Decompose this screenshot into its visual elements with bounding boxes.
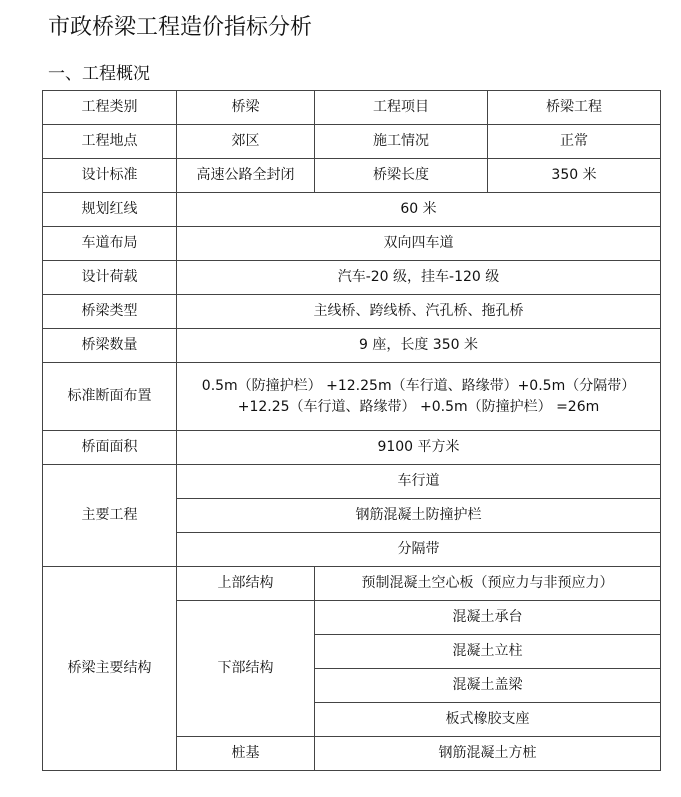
cell: 工程地点 <box>43 125 177 159</box>
row-value: 60 米 <box>177 193 661 227</box>
row-value: 双向四车道 <box>177 227 661 261</box>
row-label: 规划红线 <box>43 193 177 227</box>
main-work-item: 钢筋混凝土防撞护栏 <box>177 499 661 533</box>
row-value: 9100 平方米 <box>177 431 661 465</box>
pile-value: 钢筋混凝土方桩 <box>315 737 661 771</box>
cell: 桥梁长度 <box>315 159 488 193</box>
table-row <box>43 193 661 227</box>
table-row <box>43 159 661 193</box>
cell: 350 米 <box>488 159 661 193</box>
project-overview-table <box>42 90 661 771</box>
table-row <box>43 227 661 261</box>
row-value: 汽车-20 级，挂车-120 级 <box>177 261 661 295</box>
table-row <box>43 295 661 329</box>
structure-label: 桥梁主要结构 <box>43 567 177 771</box>
row-label: 桥面面积 <box>43 431 177 465</box>
table-row <box>43 125 661 159</box>
table-row <box>43 363 661 431</box>
cell: 桥梁工程 <box>488 91 661 125</box>
row-label: 标准断面布置 <box>43 363 177 431</box>
row-value: 0.5m（防撞护栏） +12.25m（车行道、路缘带）+0.5m（分隔带）+12.25（车行道、路缘带） +0.5m（防撞护栏） =26m <box>177 363 661 431</box>
cell: 正常 <box>488 125 661 159</box>
lower-structure-item: 混凝土立柱 <box>315 635 661 669</box>
row-label: 设计荷载 <box>43 261 177 295</box>
table-row <box>43 329 661 363</box>
main-work-item: 车行道 <box>177 465 661 499</box>
cell: 桥梁 <box>177 91 315 125</box>
row-label: 桥梁数量 <box>43 329 177 363</box>
lower-structure-label: 下部结构 <box>177 601 315 737</box>
row-value: 主线桥、跨线桥、汽孔桥、拖孔桥 <box>177 295 661 329</box>
main-work-item: 分隔带 <box>177 533 661 567</box>
cell: 郊区 <box>177 125 315 159</box>
cell: 施工情况 <box>315 125 488 159</box>
table-row <box>43 261 661 295</box>
upper-structure-label: 上部结构 <box>177 567 315 601</box>
pile-label: 桩基 <box>177 737 315 771</box>
row-label: 桥梁类型 <box>43 295 177 329</box>
table-row <box>43 431 661 465</box>
lower-structure-item: 混凝土承台 <box>315 601 661 635</box>
row-value: 9 座，长度 350 米 <box>177 329 661 363</box>
main-works-label: 主要工程 <box>43 465 177 567</box>
upper-structure-value: 预制混凝土空心板（预应力与非预应力） <box>315 567 661 601</box>
cell: 高速公路全封闭 <box>177 159 315 193</box>
row-label: 车道布局 <box>43 227 177 261</box>
section-heading: 一、工程概况 <box>48 64 150 84</box>
cell: 设计标准 <box>43 159 177 193</box>
cell: 工程项目 <box>315 91 488 125</box>
lower-structure-item: 混凝土盖梁 <box>315 669 661 703</box>
table-row <box>43 91 661 125</box>
table-row <box>43 465 661 499</box>
table-row <box>43 567 661 601</box>
lower-structure-item: 板式橡胶支座 <box>315 703 661 737</box>
cell: 工程类别 <box>43 91 177 125</box>
page-title: 市政桥梁工程造价指标分析 <box>48 15 313 40</box>
